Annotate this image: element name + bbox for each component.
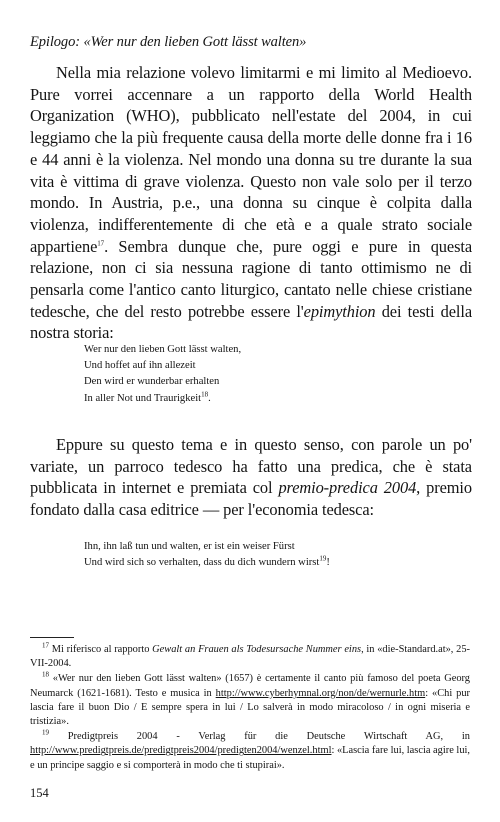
footnote-19 xyxy=(30,730,470,773)
verse-quote-2 xyxy=(84,539,474,571)
footnote-ref-19: 19 xyxy=(319,554,327,563)
verse-2-line-2-text: Und wird sich so verhalten, dass du dich wundern wirst xyxy=(84,557,320,569)
verse-2-line-2 xyxy=(84,555,474,571)
footnote-ref-17: 17 xyxy=(97,239,105,248)
verse-1-line-3: Den wird er wunderbar erhalten xyxy=(84,376,220,388)
footnote-18-link[interactable]: http://www.cyberhymnal.org/non/de/wernurle.htm xyxy=(215,687,426,699)
footnote-17-text-a: Mi riferisco al rapporto xyxy=(49,644,153,655)
running-head: Epilogo: «Wer nur den lieben Gott lässt walten» xyxy=(30,34,307,50)
paragraph-2-text-b: , premio fondato dalla casa editrice — per l'economia tedesca: xyxy=(30,478,472,520)
footnote-separator xyxy=(30,637,74,638)
footnote-17 xyxy=(30,643,470,671)
verse-1-end-punct: . xyxy=(208,392,211,404)
paragraph-1-italic-term: epimythion xyxy=(303,301,376,321)
paragraph-2-text-a: Eppure su questo tema e in questo senso, con parole un po' variate, un parroco tedesco ha fatto una predica, che è stata pubblicata in internet e premiata col xyxy=(30,435,472,498)
footnote-17-text-b: , in «die-Standard.at», 25-VII-2004. xyxy=(30,644,471,670)
paragraph-1-text-b: . Sembra dunque che, pure oggi e pure in questa relazione, non ci sia nessuna ragione di tanto ottimismo ne di pensarla come l'antico canto liturgico, cantato nelle chiese cristiane tedesche, che del resto potrebbe essere l' xyxy=(30,236,472,321)
footnote-17-italic-title: Gewalt an Frauen als Todesursache Nummer eins xyxy=(152,644,362,655)
verse-1-line-2: Und hoffet auf ihn allezeit xyxy=(84,360,196,372)
footnote-18 xyxy=(30,672,470,729)
footnote-ref-18: 18 xyxy=(201,390,209,399)
footnote-19-text-b: : «Lascia fare lui, lascia agire lui, e un principe saggio e si comporterà in modo che ti stupirai». xyxy=(30,745,470,771)
footnote-19-link[interactable]: http://www.predigtpreis.de/predigtpreis2004/predigten2004/wenzel.html xyxy=(30,745,332,757)
paragraph-2-italic-term: premio-predica 2004 xyxy=(278,478,417,498)
verse-1-line-4 xyxy=(84,391,474,407)
footnotes xyxy=(30,643,470,774)
paragraph-1-text-a: Nella mia relazione volevo limitarmi e mi limito al Medioevo. Pure vorrei accennare a un rapporto della World Health Organization (WHO), pubblicato nell'estate del 2004, in cui leggiamo che la più frequente causa della morte delle donne fra i 16 e 44 anni è la violenza. Nel mondo una donna su tre durante la sua vita è vittima di grave violenza. Questo non vale solo per il terzo mondo. In Austria, p.e., una donna su cinque è colpita dalla violenza, indifferentemente di che età e a quale strato sociale appartiene xyxy=(30,63,472,256)
paragraph-1-text-c: dei testi della nostra storia: xyxy=(30,301,472,343)
paragraph-2 xyxy=(30,434,472,521)
verse-2-end-punct: ! xyxy=(326,557,330,569)
verse-quote-1 xyxy=(84,342,474,407)
paragraph-1 xyxy=(30,62,472,344)
page-number: 154 xyxy=(30,786,49,800)
verse-2-line-1: Ihn, ihn laß tun und walten, er ist ein weiser Fürst xyxy=(84,541,295,552)
footnote-17-number: 17 xyxy=(42,641,49,650)
footnote-19-number: 19 xyxy=(42,728,49,737)
footnote-18-number: 18 xyxy=(42,670,49,679)
verse-1-line-1: Wer nur den lieben Gott lässt walten, xyxy=(84,344,242,355)
footnote-19-text-a: Predigtpreis 2004 - Verlag für die Deutsche Wirtschaft AG, in xyxy=(49,731,470,743)
footnote-18-text-b: : «Chi pur lascia fare il buon Dio / E sempre spera in lui / Lo salverà in modo miracoloso / in ogni miseria e tristizia». xyxy=(30,687,470,728)
footnote-18-text-a: «Wer nur den lieben Gott lässt walten» (1657) è certamente il canto più famoso del poeta Georg Neumarck (1621-1681). Testo e musica in xyxy=(30,673,470,699)
verse-1-line-4-text: In aller Not und Traurigkeit xyxy=(84,392,202,404)
